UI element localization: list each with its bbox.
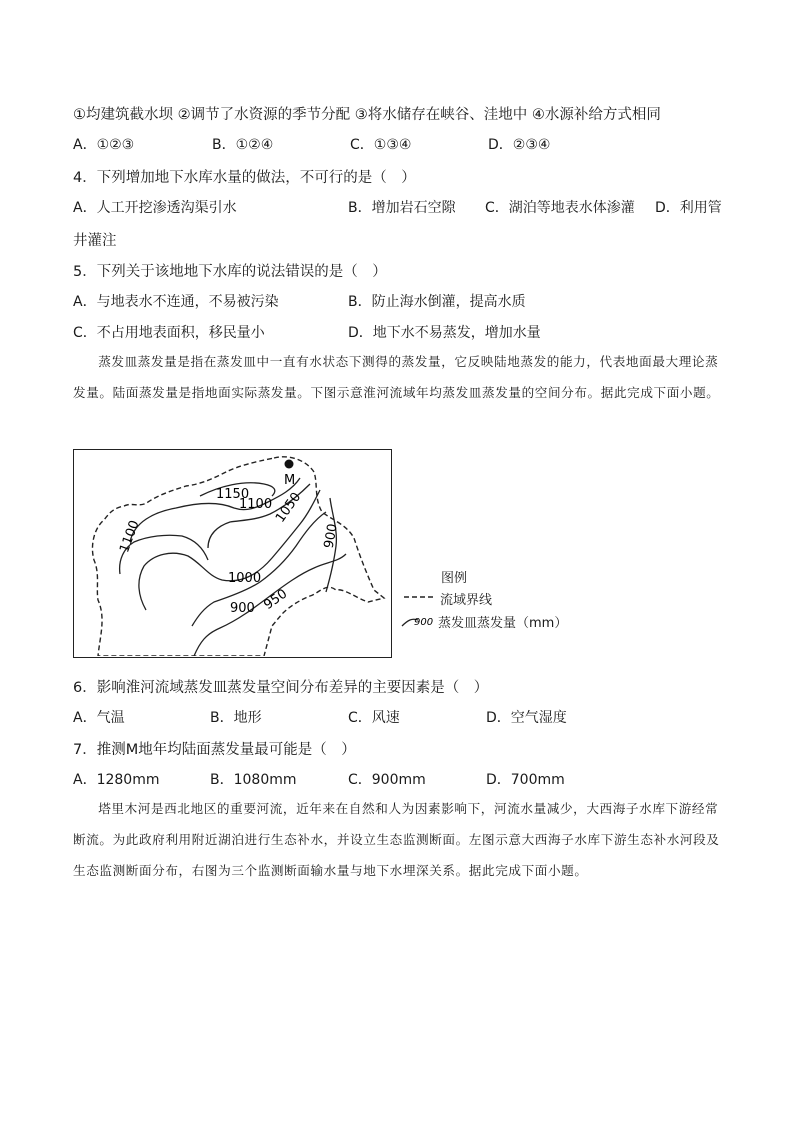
q5-stem: 5．下列关于该地地下水库的说法错误的是（ ） — [73, 264, 387, 280]
q4-option-b: B．增加岩石空隙 — [348, 200, 456, 216]
q3-option-b: B．①②④ — [212, 137, 274, 153]
point-m-label: M — [284, 473, 296, 488]
q6-option-a: A．气温 — [73, 710, 125, 726]
evaporation-map — [73, 449, 392, 658]
q3-option-a: A．①②③ — [73, 137, 135, 153]
contour-label: 1000 — [228, 571, 262, 586]
legend-boundary-symbol — [402, 590, 438, 604]
q5-option-a: A．与地表水不连通，不易被污染 — [73, 294, 279, 310]
q4-option-a: A．人工开挖渗透沟渠引水 — [73, 200, 237, 216]
contour-label: 1150 — [216, 487, 250, 502]
q7-option-b: B．1080mm — [210, 772, 297, 788]
contour-line — [130, 478, 300, 542]
legend-title: 图例 — [441, 571, 468, 586]
contour-line — [192, 512, 326, 626]
contour-label: 950 — [261, 586, 291, 614]
intro-paragraph-tarim: 塔里木河是西北地区的重要河流，近年来在自然和人为因素影响下，河流水量减少，大西海子水库下游经常断流。为此政府利用附近湖泊进行生态补水，并设立生态监测断面。左图示意大西海子水库下游生态补水河段及生态监测断面分布，右图为三个监测断面输水量与地下水埋深关系。据此完成下面小题。 — [73, 801, 720, 878]
q3-statements: ①均建筑截水坝 ②调节了水资源的季节分配 ③将水储存在峡谷、洼地中 ④水源补给方式相同 — [73, 107, 661, 123]
contour-label: 900 — [321, 522, 341, 550]
q4-option-d: D．利用管 — [655, 200, 722, 216]
svg-text:900: 900 — [414, 617, 434, 628]
q6-option-b: B．地形 — [210, 710, 262, 726]
q6-option-c: C．风速 — [348, 710, 400, 726]
q7-option-d: D．700mm — [486, 772, 565, 788]
q5-option-b: B．防止海水倒灌，提高水质 — [348, 294, 526, 310]
contour-label: 1050 — [273, 489, 305, 526]
contour-label: 900 — [230, 601, 255, 616]
q4-option-c: C．湖泊等地表水体渗灌 — [485, 200, 635, 216]
q3-option-c: C．①③④ — [350, 137, 412, 153]
legend-isoline-symbol — [400, 610, 440, 632]
legend-isoline-label: 蒸发皿蒸发量（mm） — [438, 616, 568, 631]
legend-boundary-label: 流域界线 — [440, 593, 493, 608]
q6-option-d: D．空气湿度 — [486, 710, 567, 726]
evaporation-map-drawing — [74, 450, 390, 656]
q4-option-d-wrap: 井灌注 — [73, 233, 117, 249]
contour-label: 1100 — [117, 518, 143, 555]
q7-stem: 7．推测M地年均陆面蒸发量最可能是（ ） — [73, 742, 356, 758]
point-m-marker — [285, 460, 294, 469]
intro-paragraph-evaporation: 蒸发皿蒸发量是指在蒸发皿中一直有水状态下测得的蒸发量，它反映陆地蒸发的能力，代表地面最大理论蒸发量。陆面蒸发量是指地面实际蒸发量。下图示意淮河流域年均蒸发皿蒸发量的空间分布。据此完成下面小题。 — [73, 354, 720, 400]
q7-option-a: A．1280mm — [73, 772, 160, 788]
q6-stem: 6．影响淮河流域蒸发皿蒸发量空间分布差异的主要因素是（ ） — [73, 680, 489, 696]
q5-option-d: D．地下水不易蒸发，增加水量 — [348, 325, 541, 341]
contour-label: 1100 — [239, 497, 273, 512]
q7-option-c: C．900mm — [348, 772, 426, 788]
q4-stem: 4．下列增加地下水库水量的做法，不可行的是（ ） — [73, 170, 416, 186]
q3-option-d: D．②③④ — [488, 137, 551, 153]
q5-option-c: C．不占用地表面积，移民量小 — [73, 325, 265, 341]
